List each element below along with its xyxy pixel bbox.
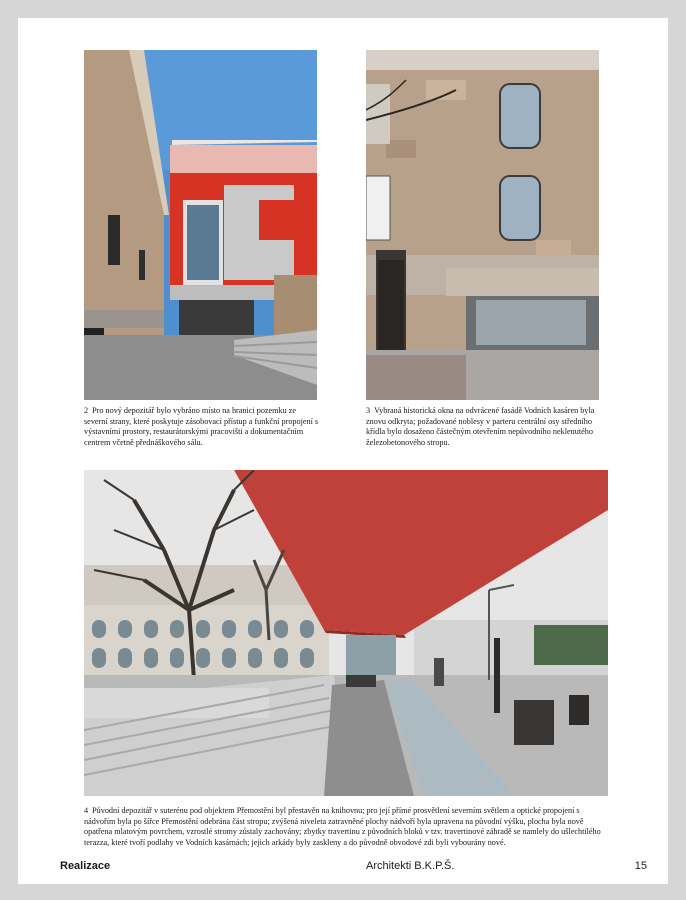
section-label: Realizace bbox=[60, 860, 111, 872]
author-label: Architekti B.K.P.Š. bbox=[366, 860, 455, 872]
page-footer bbox=[18, 860, 668, 876]
caption-photo-3 bbox=[366, 406, 601, 448]
photo-historic-windows bbox=[366, 50, 599, 400]
caption-text: Původní depozitář v suterénu pod objektem Přemostění byl přestavěn na knihovnu; pro její přímé prosvětlení severním světlem a optické propojení s nádvořím byla po šířce Přemostění odebrána část stropu; zvýšená niveleta zatravněné plochy nádvoří byla upravena na původní výšku, plocha byla nově opatřena mlatovým povrchem, vzrostlé stromy zůstaly zachovány; zbytky travertinu z původních bloků v tzv. travertinové záhradě se namlely do ušlechtilého terazza, které tvoří podlahy ve Vodních kasárnách; jejich arkády byly zaskleny a do původně obvodové zdi byli vybourány nové. bbox=[84, 806, 601, 847]
caption-photo-2 bbox=[84, 406, 319, 448]
caption-number: 2 bbox=[84, 406, 89, 415]
caption-number: 4 bbox=[84, 806, 89, 815]
photo-depository-exterior bbox=[84, 50, 317, 400]
caption-photo-4 bbox=[84, 806, 609, 848]
page-number: 15 bbox=[634, 860, 647, 872]
caption-number: 3 bbox=[366, 406, 371, 415]
magazine-page bbox=[18, 18, 668, 884]
caption-text: Vybraná historická okna na odvrácené fasádě Vodních kasáren byla znovu odkryta; požadované noblesy v parteru centrální osy středního křídla bylo dosaženo částečným otevřením nepůvodního neklenutého železobetonového stropu. bbox=[366, 406, 595, 447]
photo-courtyard-library bbox=[84, 470, 608, 796]
caption-text: Pro nový depozitář bylo vybráno místo na hranici pozemku ze severní strany, které poskytuje zásobovací přístup a funkční propojení s výstavními prostory, restaurátorskými pracovišti a dokumentačním centrem včetně přednáškového sálu. bbox=[84, 406, 319, 447]
